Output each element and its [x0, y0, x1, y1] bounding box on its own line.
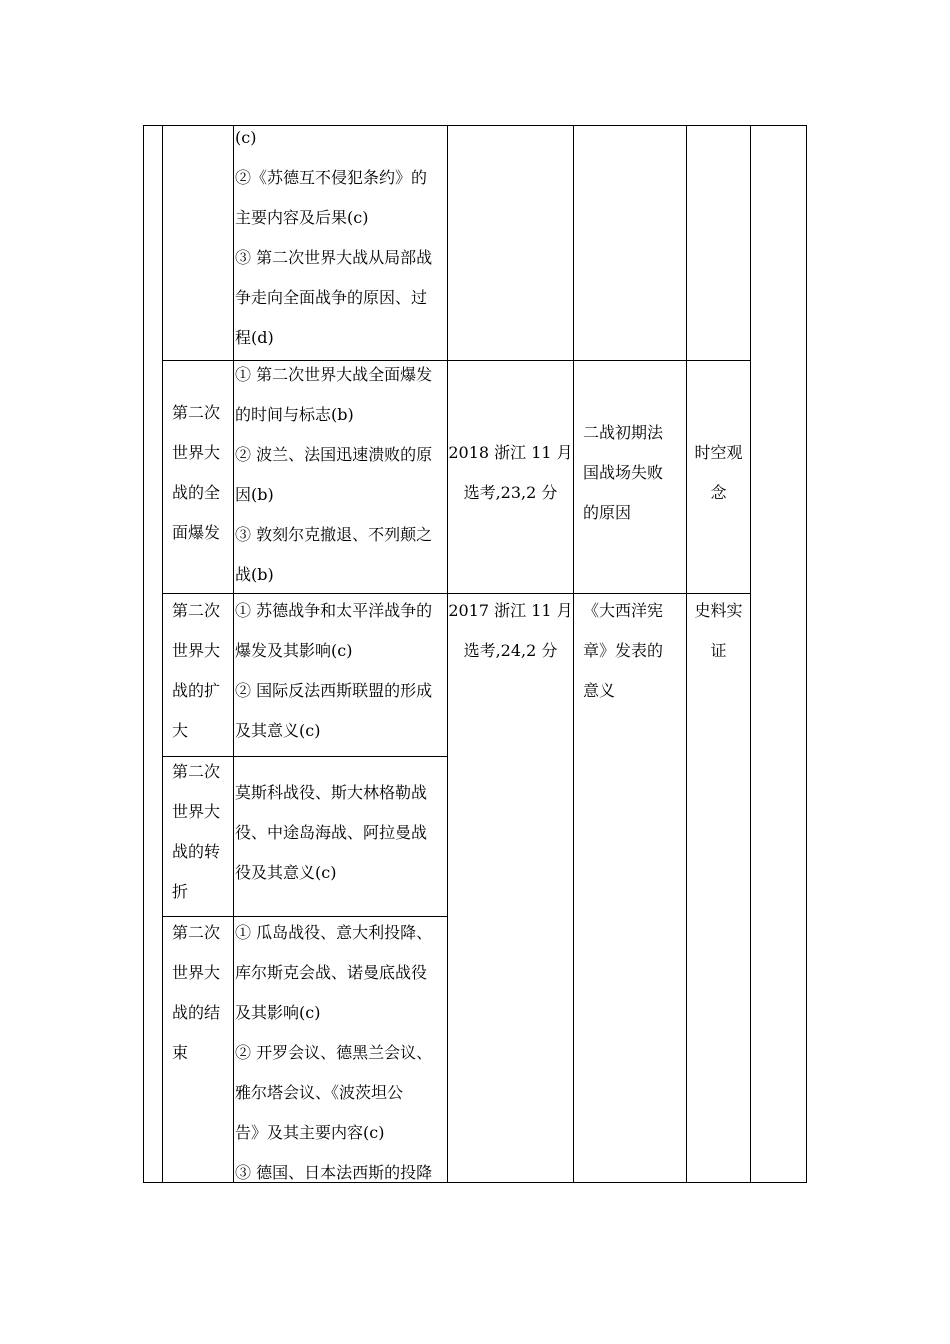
row2-exam-cell: [448, 433, 573, 513]
content-line: 库尔斯克会战、诺曼底战役: [235, 963, 428, 982]
literacy-line: 史料实: [694, 601, 743, 620]
row3-exam-cell: [448, 591, 573, 671]
content-line: ① 瓜岛战役、意大利投降、: [235, 923, 433, 942]
topic-line: 战的扩: [172, 681, 221, 700]
topic-line: 第二次: [172, 923, 221, 942]
content-line: ② 国际反法西斯联盟的形成: [235, 681, 433, 700]
point-line: 的原因: [583, 503, 632, 522]
topic-line: 战的结: [172, 1003, 221, 1022]
content-line: ③ 德国、日本法西斯的投降: [235, 1163, 433, 1182]
row4-topic-cell: [172, 752, 230, 912]
exam-line: 2017 浙江 11 月: [448, 601, 573, 620]
topic-line: 战的全: [172, 483, 221, 502]
row1-content-cell: [235, 118, 445, 358]
table-right-border: [806, 125, 807, 1183]
content-line: 争走向全面战争的原因、过: [235, 288, 428, 307]
topic-line: 束: [172, 1043, 189, 1062]
topic-line: 世界大: [172, 443, 221, 462]
topic-line: 第二次: [172, 403, 221, 422]
point-line: 二战初期法: [583, 423, 664, 442]
content-line: 及其意义(c): [235, 721, 321, 740]
content-line: ③ 第二次世界大战从局部战: [235, 248, 433, 267]
topic-line: 折: [172, 882, 189, 901]
point-line: 章》发表的: [583, 641, 664, 660]
exam-line: 2018 浙江 11 月: [448, 443, 573, 462]
topic-line: 面爆发: [172, 523, 221, 542]
content-line: ② 波兰、法国迅速溃败的原: [235, 445, 433, 464]
row2-point-cell: [583, 413, 683, 533]
content-line: 战(b): [235, 565, 274, 584]
content-line: 爆发及其影响(c): [235, 641, 353, 660]
content-line: 雅尔塔会议、《波茨坦公: [235, 1083, 404, 1102]
topic-line: 大: [172, 721, 189, 740]
content-line: 役及其意义(c): [235, 863, 337, 882]
content-line: 因(b): [235, 485, 274, 504]
topic-line: 世界大: [172, 802, 221, 821]
content-line: 莫斯科战役、斯大林格勒战: [235, 783, 428, 802]
content-line: (c): [235, 128, 257, 147]
col-divider-6: [750, 125, 751, 1183]
row2-content-cell: [235, 355, 445, 595]
content-line: 告》及其主要内容(c): [235, 1123, 385, 1142]
content-line: 及其影响(c): [235, 1003, 321, 1022]
content-line: 主要内容及后果(c): [235, 208, 369, 227]
topic-line: 战的转: [172, 842, 221, 861]
row5-content-cell: [235, 913, 445, 1193]
content-line: ③ 敦刻尔克撤退、不列颠之: [235, 525, 433, 544]
row2-topic-cell: [172, 393, 230, 553]
content-line: 的时间与标志(b): [235, 405, 354, 424]
content-line: ① 苏德战争和太平洋战争的: [235, 601, 433, 620]
content-line: 程(d): [235, 328, 274, 347]
point-line: 国战场失败: [583, 463, 664, 482]
topic-line: 第二次: [172, 601, 221, 620]
literacy-line: 证: [710, 641, 727, 660]
exam-line: 选考,24,2 分: [463, 641, 558, 660]
content-line: 役、中途岛海战、阿拉曼战: [235, 823, 428, 842]
content-line: ②《苏德互不侵犯条约》的: [235, 168, 428, 187]
row3-point-cell: [583, 591, 683, 711]
row4-content-cell: [235, 773, 445, 893]
point-line: 意义: [583, 681, 616, 700]
exam-line: 选考,23,2 分: [463, 483, 558, 502]
table-left-border: [143, 125, 144, 1183]
topic-line: 第二次: [172, 762, 221, 781]
row3-literacy-cell: [687, 591, 750, 671]
point-line: 《大西洋宪: [583, 601, 664, 620]
content-line: ① 第二次世界大战全面爆发: [235, 365, 433, 384]
row2-literacy-cell: [687, 433, 750, 513]
content-line: ② 开罗会议、德黑兰会议、: [235, 1043, 433, 1062]
col-divider-4: [573, 125, 574, 1183]
row3-content-cell: [235, 591, 445, 751]
col-divider-1: [162, 125, 163, 1183]
literacy-line: 念: [710, 483, 727, 502]
row5-topic-cell: [172, 913, 230, 1073]
topic-line: 世界大: [172, 963, 221, 982]
col-divider-2: [233, 125, 234, 1183]
row3-topic-cell: [172, 591, 230, 751]
literacy-line: 时空观: [694, 443, 743, 462]
topic-line: 世界大: [172, 641, 221, 660]
